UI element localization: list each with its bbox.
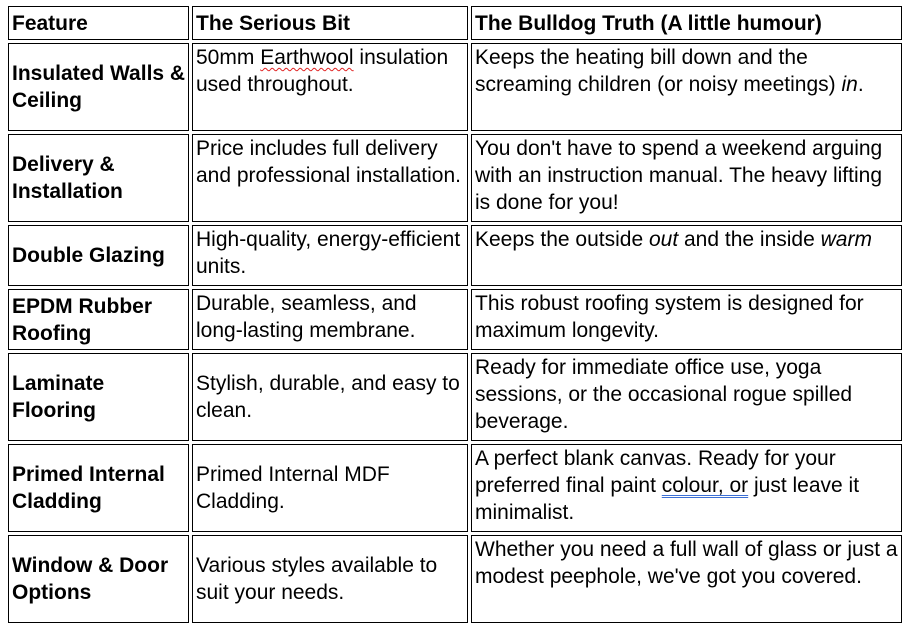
header-row [8, 6, 902, 40]
bulldog-cell: This robust roofing system is designed for maximum longevity. [471, 289, 902, 350]
feature-cell: Double Glazing [8, 225, 189, 286]
feature-cell: Primed Internal Cladding [8, 444, 189, 532]
header-feature: Feature [8, 6, 189, 40]
feature-cell: Delivery & Installation [8, 134, 189, 222]
table-row [8, 225, 902, 286]
serious-cell: Various styles available to suit your needs. [192, 535, 468, 623]
bulldog-cell: Ready for immediate office use, yoga sessions, or the occasional rogue spilled beverage. [471, 353, 902, 441]
bulldog-cell: Keeps the heating bill down and the screaming children (or noisy meetings) in. [471, 43, 902, 131]
feature-cell: Window & Door Options [8, 535, 189, 623]
table-row [8, 444, 902, 532]
serious-cell: Primed Internal MDF Cladding. [192, 444, 468, 532]
bulldog-cell: You don't have to spend a weekend arguing with an instruction manual. The heavy lifting is done for you! [471, 134, 902, 222]
serious-cell: Durable, seamless, and long-lasting membrane. [192, 289, 468, 350]
serious-cell: Stylish, durable, and easy to clean. [192, 353, 468, 441]
bulldog-cell: Keeps the outside out and the inside warm [471, 225, 902, 286]
table-row [8, 289, 902, 350]
bulldog-cell: Whether you need a full wall of glass or just a modest peephole, we've got you covered. [471, 535, 902, 623]
table-row [8, 353, 902, 441]
serious-cell: 50mm Earthwool insulation used throughout. [192, 43, 468, 131]
header-serious-bit: The Serious Bit [192, 6, 468, 40]
feature-cell: Insulated Walls & Ceiling [8, 43, 189, 131]
spellcheck-word[interactable]: Earthwool [260, 46, 354, 69]
table-row [8, 535, 902, 623]
grammar-check-phrase[interactable]: colour, or [661, 474, 749, 497]
feature-cell: Laminate Flooring [8, 353, 189, 441]
table-row [8, 43, 902, 131]
serious-cell: Price includes full delivery and professional installation. [192, 134, 468, 222]
bulldog-cell: A perfect blank canvas. Ready for your preferred final paint colour, or just leave it minimalist. [471, 444, 902, 532]
feature-cell: EPDM Rubber Roofing [8, 289, 189, 350]
serious-cell: High-quality, energy-efficient units. [192, 225, 468, 286]
header-bulldog-truth: The Bulldog Truth (A little humour) [471, 6, 902, 40]
features-table [5, 3, 905, 626]
table-row [8, 134, 902, 222]
